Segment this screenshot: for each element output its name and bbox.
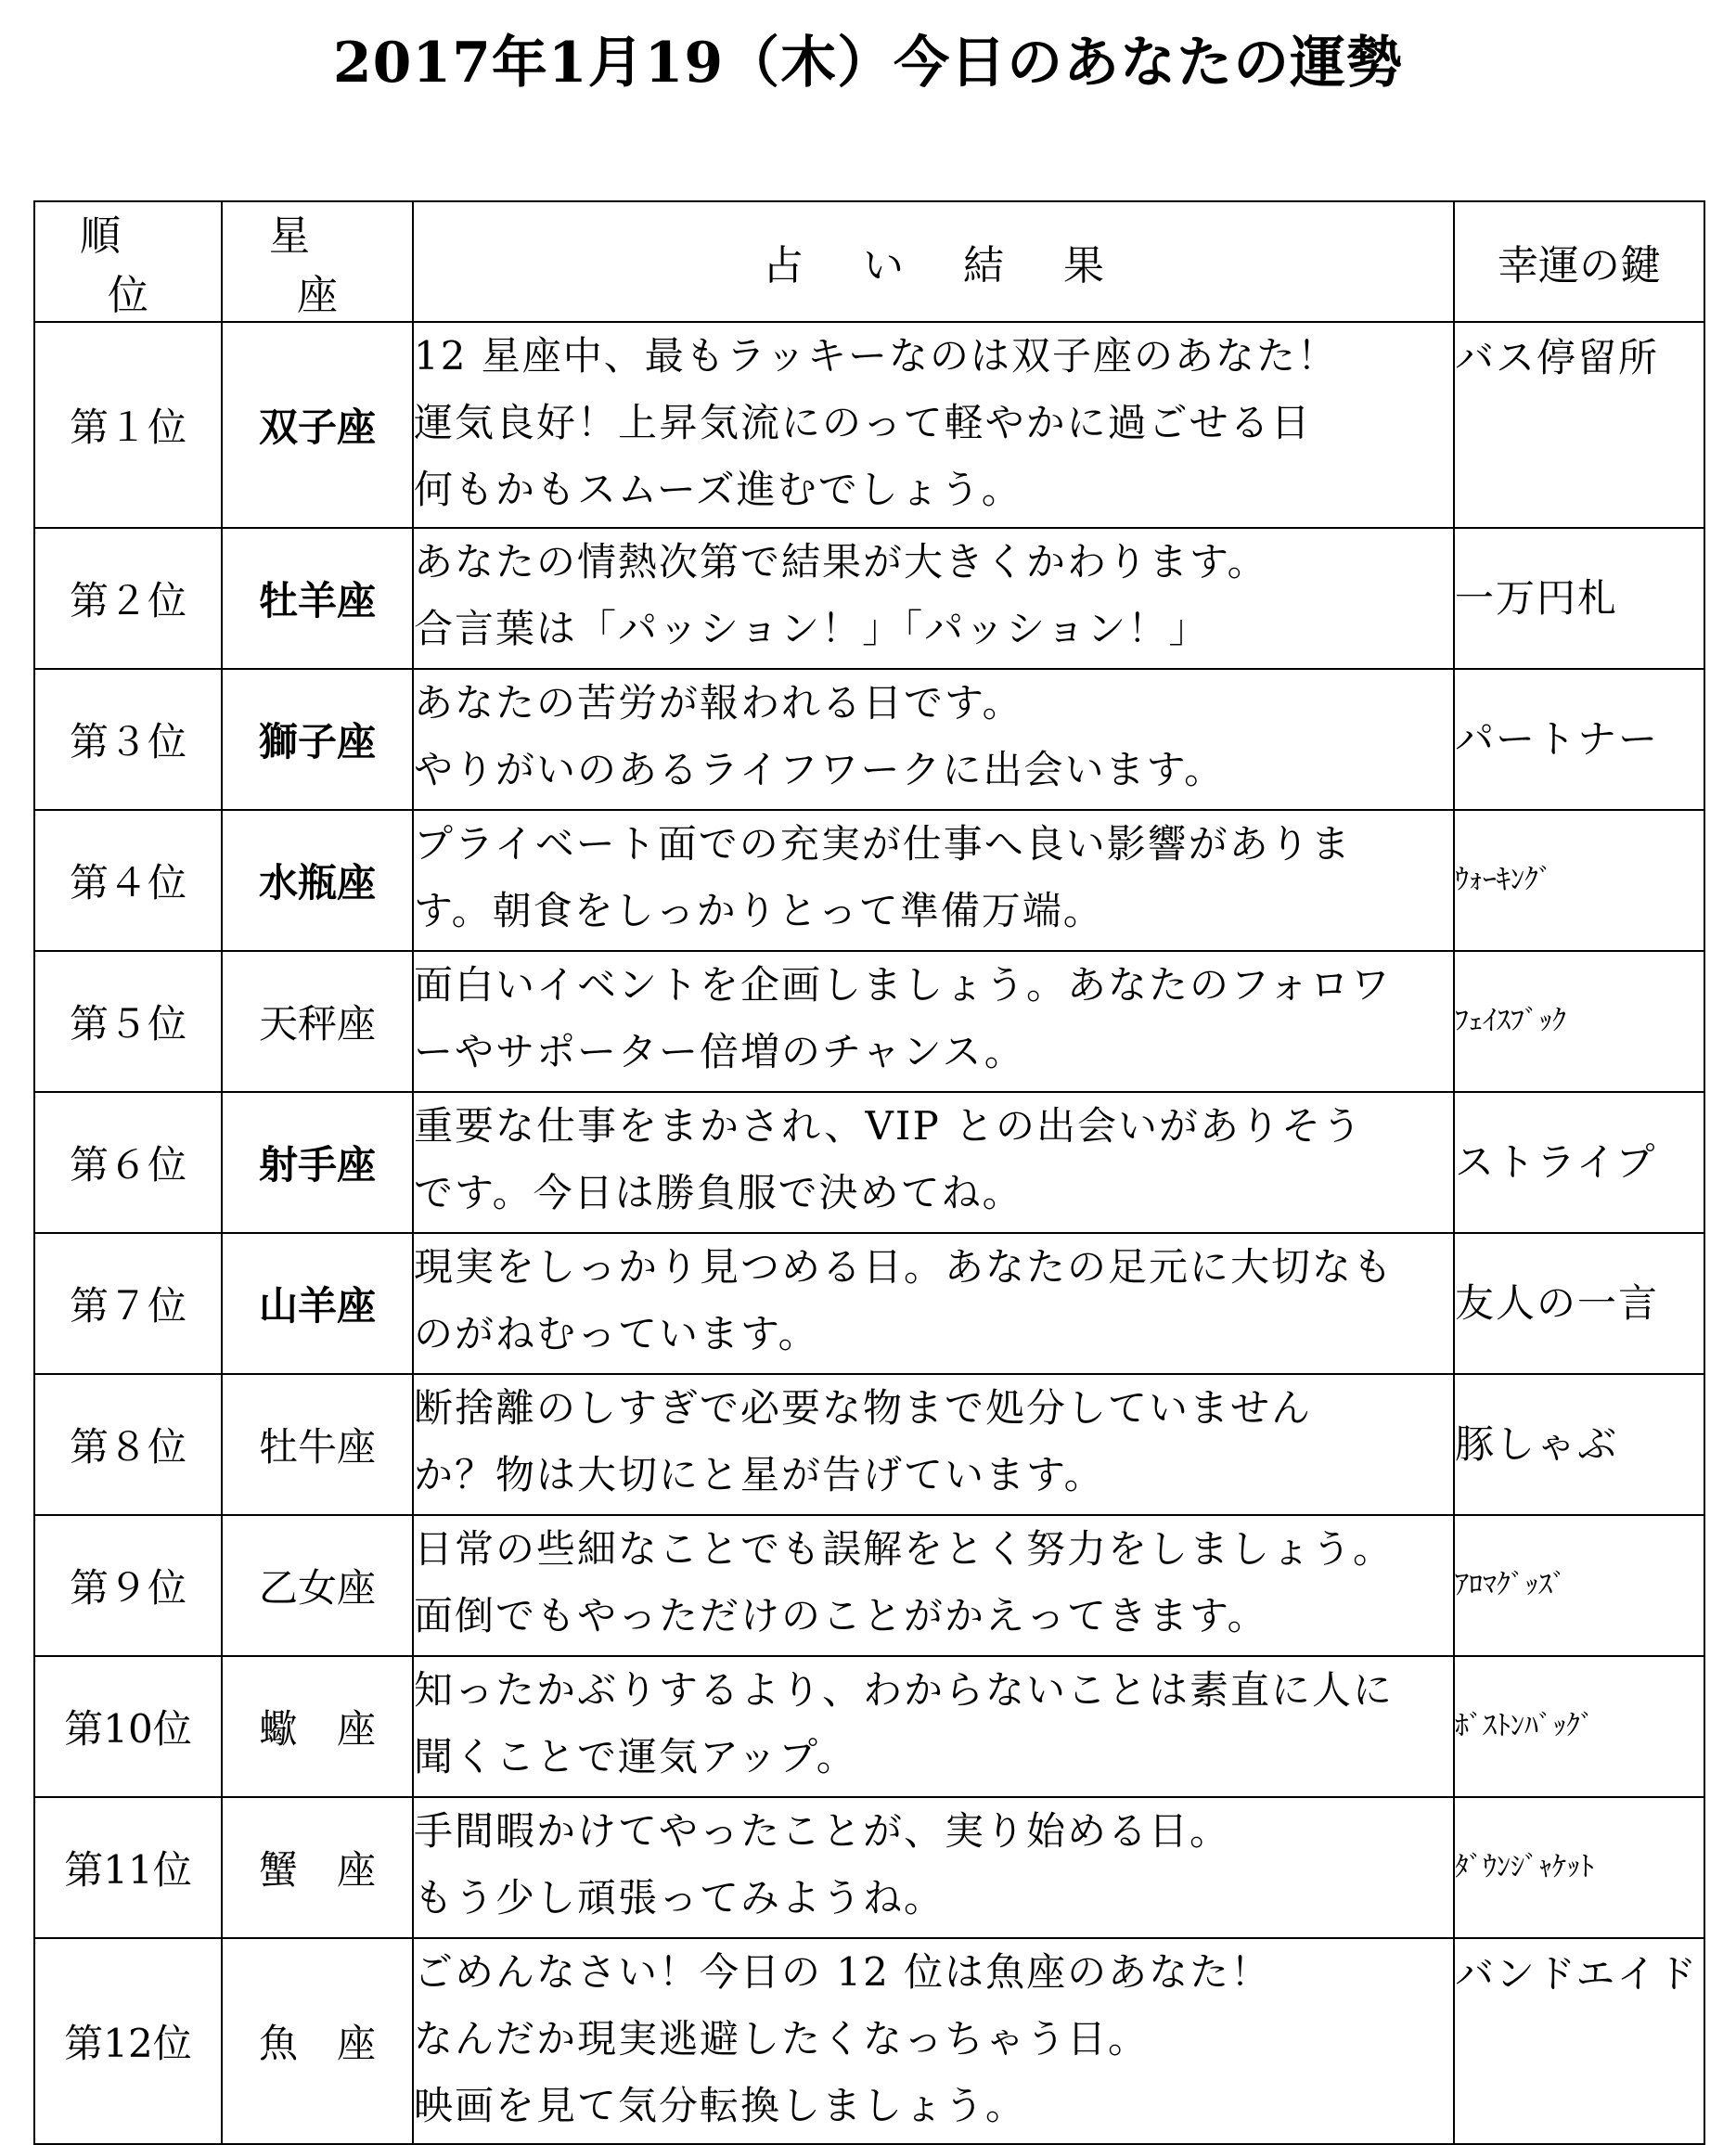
sign-cell: 魚 座 [222, 1938, 413, 2144]
table-row [34, 951, 1704, 1092]
result-line: 知ったかぶりするより、わからないことは素直に人に [414, 1667, 1395, 1713]
table-row [34, 1092, 1704, 1233]
table-row [34, 669, 1704, 810]
sign-cell: 山羊座 [222, 1233, 413, 1374]
sign-cell: 天秤座 [222, 951, 413, 1092]
header-row [34, 201, 1704, 322]
lucky-key-cell: ﾌｪｲｽﾌﾞｯｸ [1454, 951, 1704, 1092]
rank-cell: 第７位 [34, 1233, 222, 1374]
header-lucky-key: 幸運の鍵 [1454, 201, 1704, 322]
lucky-key-cell: ストライプ [1454, 1092, 1704, 1233]
result-cell [413, 810, 1454, 951]
sign-cell: 蠍 座 [222, 1656, 413, 1797]
result-line: 合言葉は「パッション！」「パッション！」 [414, 606, 1210, 651]
result-line: 手間暇かけてやったことが、実り始める日。 [414, 1808, 1231, 1854]
sign-cell: 乙女座 [222, 1515, 413, 1656]
result-line: 重要な仕事をまかされ、VIP との出会いがありそう [414, 1103, 1364, 1149]
result-line: なんだか現実逃避したくなっちゃう日。 [414, 2016, 1150, 2062]
result-line: す。朝食をしっかりとって準備万端。 [414, 888, 1104, 933]
table-row [34, 1797, 1704, 1938]
result-line: プライベート面での充実が仕事へ良い影響がありま [414, 821, 1352, 867]
result-line: です。今日は勝負服で決めてね。 [414, 1170, 1023, 1215]
result-line: 聞くことで運気アップ。 [414, 1734, 857, 1779]
result-line: ごめんなさい！今日の 12 位は魚座のあなた！ [414, 1949, 1272, 1995]
sign-cell: 牡羊座 [222, 528, 413, 669]
lucky-key-cell: 友人の一言 [1454, 1233, 1704, 1374]
result-line: か？物は大切にと星が告げています。 [414, 1452, 1105, 1497]
result-cell [413, 1938, 1454, 2144]
result-cell [413, 951, 1454, 1092]
rank-cell: 第６位 [34, 1092, 222, 1233]
table-row [34, 322, 1704, 528]
rank-cell: 第３位 [34, 669, 222, 810]
result-cell [413, 1233, 1454, 1374]
result-line: あなたの情熱次第で結果が大きくかわります。 [414, 539, 1268, 584]
result-cell [413, 1656, 1454, 1797]
result-line: 面倒でもやっただけのことがかえってきます。 [414, 1593, 1268, 1638]
lucky-key-cell: パートナー [1454, 669, 1704, 810]
result-line: やりがいのあるライフワークに出会います。 [414, 747, 1226, 792]
sign-cell: 牡牛座 [222, 1374, 413, 1515]
rank-cell: 第４位 [34, 810, 222, 951]
result-line: 何もかもスムーズ進むでしょう。 [414, 467, 1022, 512]
result-line: 運気良好！上昇気流にのって軽やかに過ごせる日 [414, 400, 1312, 445]
rank-cell: 第５位 [34, 951, 222, 1092]
result-cell [413, 322, 1454, 528]
table-row [34, 1233, 1704, 1374]
result-cell [413, 1092, 1454, 1233]
result-line: 断捨離のしすぎで必要な物まで処分していません [414, 1385, 1313, 1431]
lucky-key-cell: ﾀﾞｳﾝｼﾞｬｹｯﾄ [1454, 1797, 1704, 1938]
header-sign: 星座 [222, 201, 413, 322]
rank-cell: 第８位 [34, 1374, 222, 1515]
lucky-key-cell: バス停留所 [1454, 322, 1704, 528]
header-result: 占い結果 [413, 201, 1454, 322]
table-row [34, 1515, 1704, 1656]
result-cell [413, 1374, 1454, 1515]
table-row [34, 1656, 1704, 1797]
header-rank: 順位 [34, 201, 222, 322]
result-line: あなたの苦労が報われる日です。 [414, 680, 1023, 726]
result-line: 映画を見て気分転換しましょう。 [414, 2083, 1027, 2128]
result-line: のがねむっています。 [414, 1311, 819, 1356]
rank-cell: 第12位 [34, 1938, 222, 2144]
sign-cell: 蟹 座 [222, 1797, 413, 1938]
rank-cell: 第２位 [34, 528, 222, 669]
lucky-key-cell: ﾎﾞｽﾄﾝﾊﾞｯｸﾞ [1454, 1656, 1704, 1797]
rank-cell: 第９位 [34, 1515, 222, 1656]
rank-cell: 第１位 [34, 322, 222, 528]
result-line: ーやサポーター倍増のチャンス。 [414, 1029, 1025, 1074]
result-line: もう少し頑張ってみようね。 [414, 1875, 945, 1920]
result-cell [413, 528, 1454, 669]
sign-cell: 射手座 [222, 1092, 413, 1233]
lucky-key-cell: ｱﾛﾏｸﾞｯｽﾞ [1454, 1515, 1704, 1656]
rank-cell: 第10位 [34, 1656, 222, 1797]
result-line: 12 星座中、最もラッキーなのは双子座のあなた！ [414, 333, 1338, 379]
result-line: 日常の些細なことでも誤解をとく努力をしましょう。 [414, 1526, 1395, 1572]
rank-cell: 第11位 [34, 1797, 222, 1938]
result-cell [413, 1515, 1454, 1656]
table-row [34, 1938, 1704, 2144]
result-line: 現実をしっかり見つめる日。あなたの足元に大切なも [414, 1244, 1395, 1290]
sign-cell: 獅子座 [222, 669, 413, 810]
result-cell [413, 669, 1454, 810]
page-title: 2017年1月19（木）今日のあなたの運勢 [332, 31, 1404, 96]
fortune-table [33, 200, 1705, 2145]
lucky-key-cell: ｳｫｰｷﾝｸﾞ [1454, 810, 1704, 951]
sign-cell: 双子座 [222, 322, 413, 528]
table-row [34, 810, 1704, 951]
table-row [34, 528, 1704, 669]
result-cell [413, 1797, 1454, 1938]
result-line: 面白いイベントを企画しましょう。あなたのフォロワ [414, 962, 1392, 1008]
lucky-key-cell: 豚しゃぶ [1454, 1374, 1704, 1515]
lucky-key-cell: 一万円札 [1454, 528, 1704, 669]
sign-cell: 水瓶座 [222, 810, 413, 951]
lucky-key-cell: バンドエイド [1454, 1938, 1704, 2144]
table-row [34, 1374, 1704, 1515]
